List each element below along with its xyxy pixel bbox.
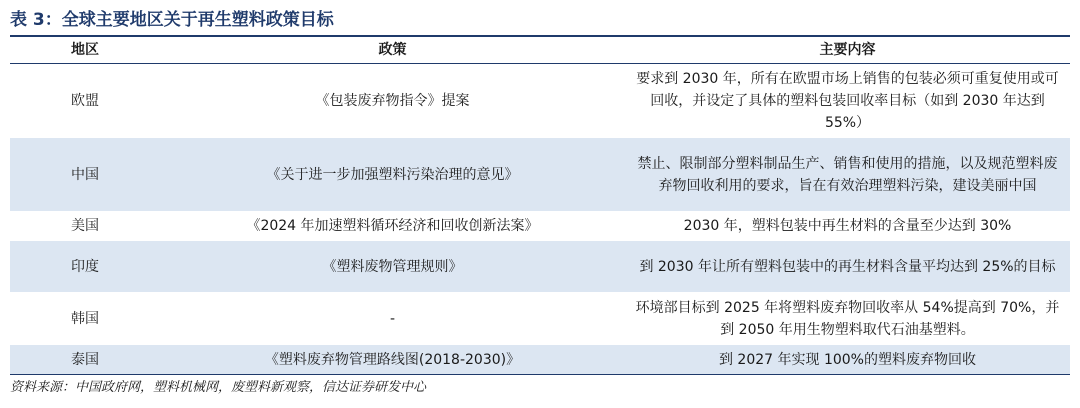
policy-cell: 《塑料废弃物管理路线图(2018-2030)》 — [160, 345, 625, 375]
region-cell: 韩国 — [10, 293, 160, 345]
content-cell: 到 2030 年让所有塑料包装中的再生材料含量平均达到 25%的目标 — [625, 241, 1070, 293]
header-region: 地区 — [10, 37, 160, 64]
policy-table — [10, 37, 1070, 375]
policy-cell: 《关于进一步加强塑料污染治理的意见》 — [160, 138, 625, 212]
table-row-india — [10, 241, 1070, 293]
region-cell: 美国 — [10, 212, 160, 241]
content-cell: 2030 年，塑料包装中再生材料的含量至少达到 30% — [625, 212, 1070, 241]
content-cell: 到 2027 年实现 100%的塑料废弃物回收 — [625, 345, 1070, 375]
region-cell: 泰国 — [10, 345, 160, 375]
table-row-korea — [10, 293, 1070, 345]
region-cell: 印度 — [10, 241, 160, 293]
region-cell: 欧盟 — [10, 64, 160, 138]
source-note: 资料来源：中国政府网，塑料机械网，废塑料新观察，信达证券研发中心 — [10, 380, 427, 395]
content-cell: 要求到 2030 年，所有在欧盟市场上销售的包装必须可重复使用或可回收，并设定了具体的塑料包装回收率目标（如到 2030 年达到 55%） — [625, 64, 1070, 138]
header-policy: 政策 — [160, 37, 625, 64]
content-cell: 禁止、限制部分塑料制品生产、销售和使用的措施，以及规范塑料废弃物回收利用的要求，旨在有效治理塑料污染，建设美丽中国 — [625, 138, 1070, 212]
table-header-row — [10, 37, 1070, 64]
header-content: 主要内容 — [625, 37, 1070, 64]
table-row-thailand — [10, 345, 1070, 375]
policy-cell: 《塑料废物管理规则》 — [160, 241, 625, 293]
table-row-china — [10, 138, 1070, 212]
table-row-eu — [10, 64, 1070, 138]
content-cell: 环境部目标到 2025 年将塑料废弃物回收率从 54%提高到 70%，并到 2050 年用生物塑料取代石油基塑料。 — [625, 293, 1070, 345]
region-cell: 中国 — [10, 138, 160, 212]
table-row-usa — [10, 212, 1070, 241]
policy-cell: 《包装废弃物指令》提案 — [160, 64, 625, 138]
table-title: 表 3：全球主要地区关于再生塑料政策目标 — [10, 10, 334, 30]
policy-cell: - — [160, 293, 625, 345]
policy-cell: 《2024 年加速塑料循环经济和回收创新法案》 — [160, 212, 625, 241]
